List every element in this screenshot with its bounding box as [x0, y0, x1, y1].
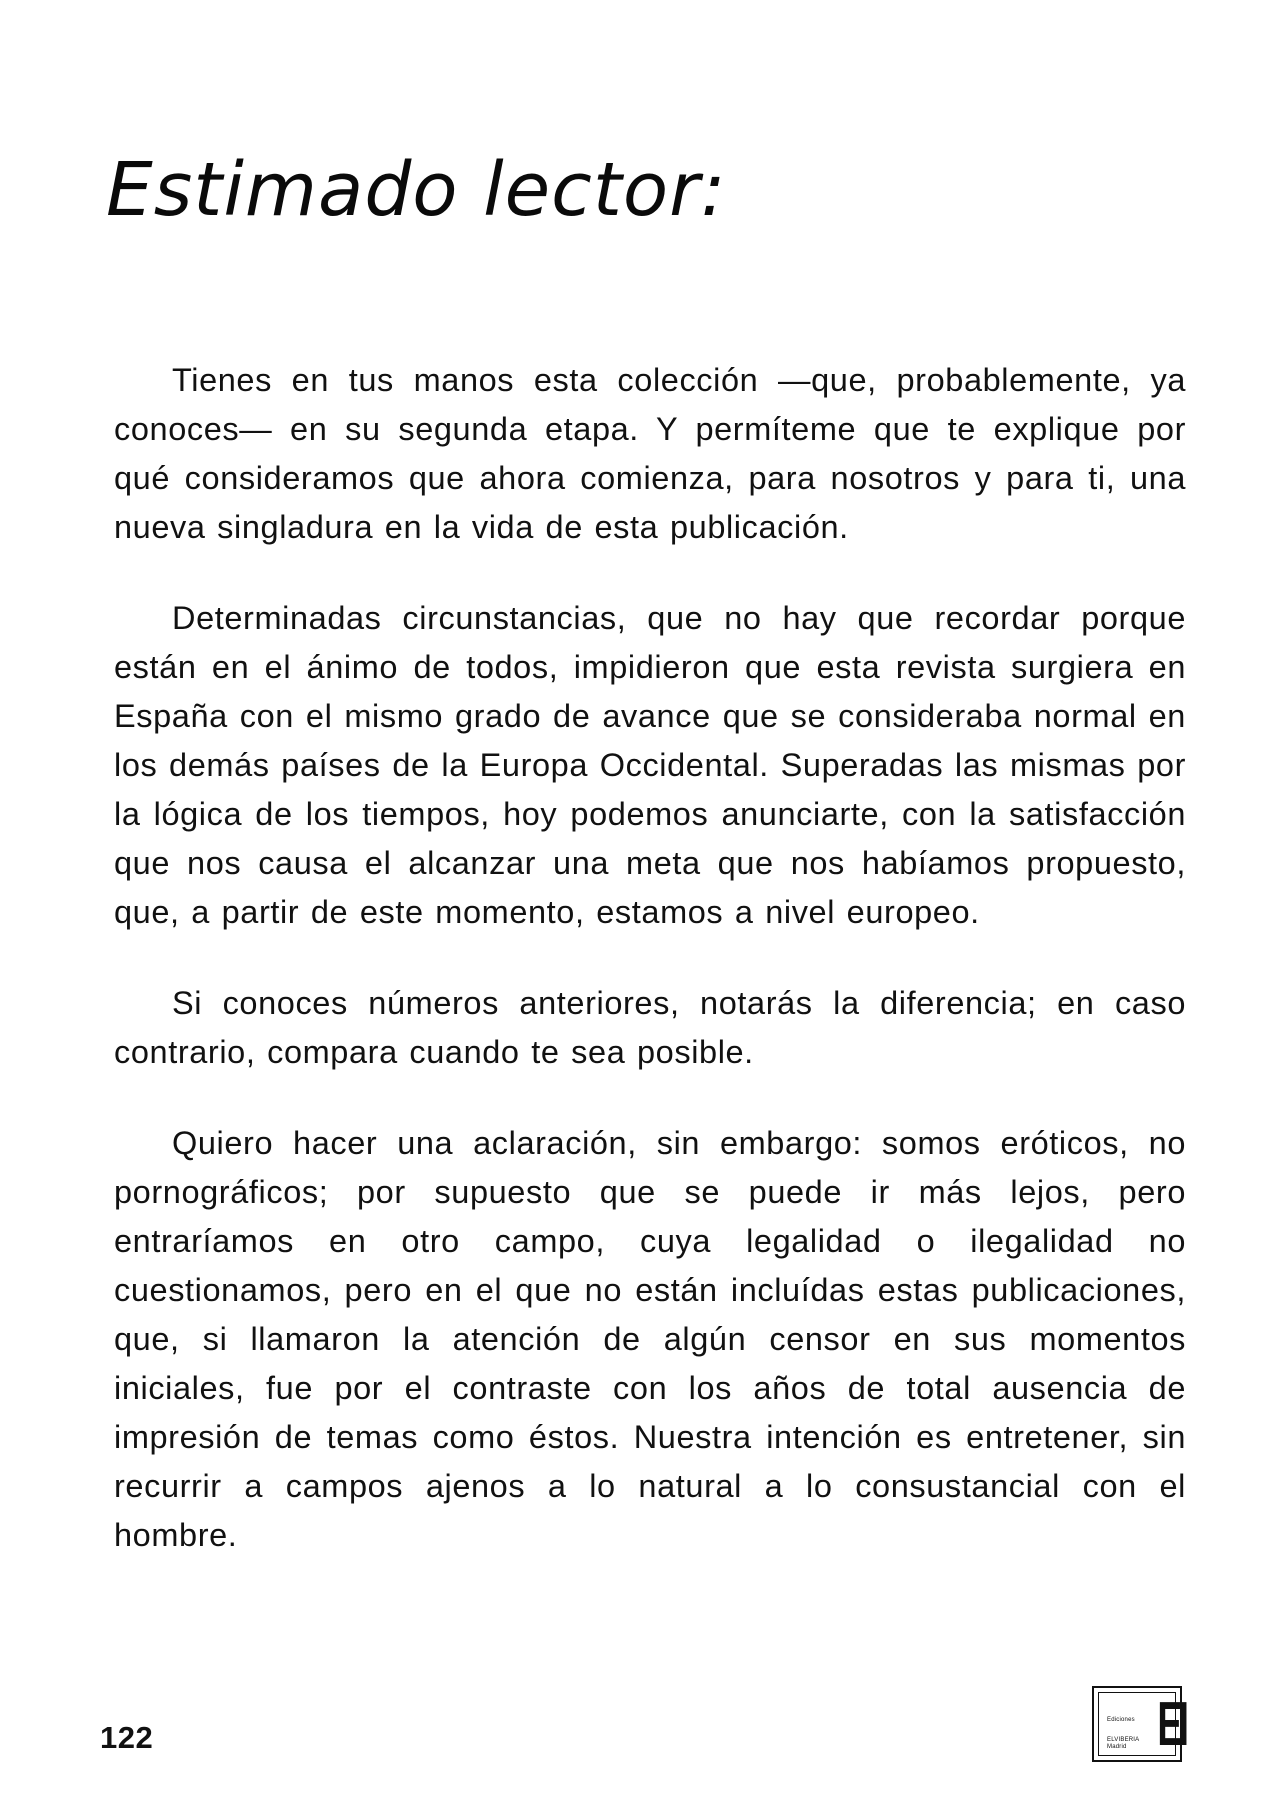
letter-body [114, 356, 1186, 1602]
letter-title: Estimado lector: [106, 147, 727, 233]
logo-frame [1098, 1690, 1186, 1759]
logo-text-city: Madrid [1107, 1744, 1127, 1750]
paragraph-1: Tienes en tus manos esta colección —que, probablemente, ya conoces— en su segunda etapa. Y permíteme que te explique por qué consideramos que ahora comienza, para nosotros y para ti, una nueva singladura en la vida de esta publicación. [114, 362, 1186, 545]
logo-text-publisher: ELVIBERIA [1107, 1737, 1140, 1743]
logo-text-ediciones: Ediciones [1107, 1717, 1135, 1723]
paragraph-2: Determinadas circunstancias, que no hay que recordar porque están en el ánimo de todos, impidieron que esta revista surgiera en España con el mismo grado de avance que se consideraba normal en los demás países de la Europa Occidental. Superadas las mismas por la lógica de los tiempos, hoy podemos anunciarte, con la satisfacción que nos causa el alcanzar una meta que nos habíamos propuesto, que, a partir de este momento, estamos a nivel europeo. [114, 600, 1186, 930]
publisher-logo [1092, 1686, 1186, 1762]
paragraph-4: Quiero hacer una aclaración, sin embargo: somos eróticos, no pornográficos; por supuesto que se puede ir más lejos, pero entraríamos en otro campo, cuya legalidad o ilegalidad no cuestionamos, pero en el que no están incluídas estas publicaciones, que, si llamaron la atención de algún censor en sus momentos iniciales, fue por el contraste con los años de total ausencia de impresión de temas como éstos. Nuestra intención es entretener, sin recurrir a campos ajenos a lo natural a lo consustancial con el hombre. [114, 1125, 1186, 1553]
paragraph-3: Si conoces números anteriores, notarás la diferencia; en caso contrario, compara cuando te sea posible. [114, 985, 1186, 1070]
logo-mark: EI [1157, 1690, 1186, 1759]
page-number: 122 [100, 1720, 154, 1755]
